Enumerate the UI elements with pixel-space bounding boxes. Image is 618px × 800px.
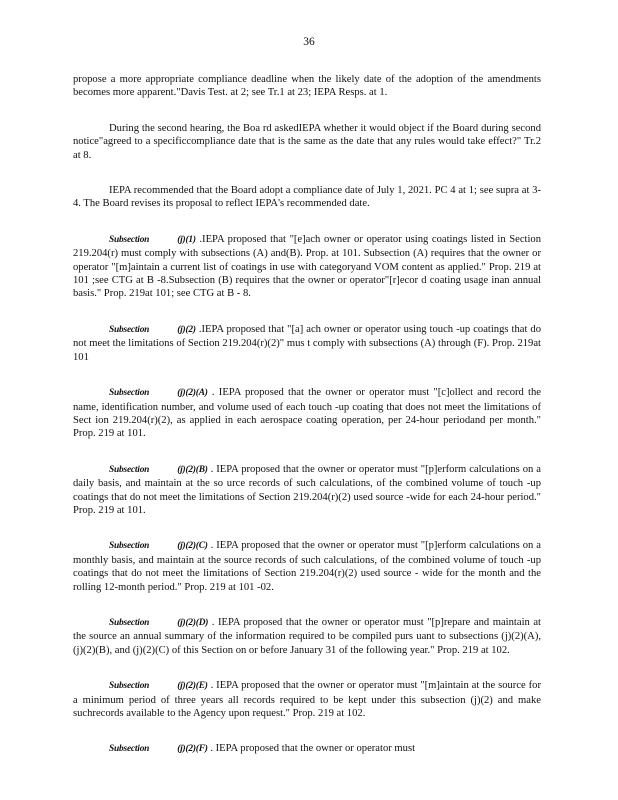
paragraph <box>73 679 541 720</box>
subsection-heading: Subsection <box>109 744 150 755</box>
subsection-ref: (j)(1) <box>177 234 196 245</box>
paragraph-text: .IEPA proposed that "[e]ach owner or operator using coatings listed in Section 219.204(r) must comply with subsections (A) and(B). Prop. at 101. Subsection (A) requires that the owner or operator "[m]aintain a current list of coatings in use with categoryand VOM content as applied." Prop. 219 at 101 ;see CTG at B -8.Subsection (B) requires that the owner or operator"[r]ecor d coating usage inan annual basis." Prop. 219at 101; see CTG at B - 8. <box>73 233 541 300</box>
subsection-ref: (j)(2)(F) <box>177 744 208 755</box>
paragraph-text: . IEPA proposed that the owner or operator must "[p]erform calculations on a daily basis, and maintain at the so urce records of such calculations, of the combined volume of touch -up coatings that do not meet the limitations of Section 219.204(r)(2) used source -wide for each 24-hour period." Prop. 219 at 101. <box>73 463 541 516</box>
subsection-heading: Subsection <box>109 681 150 692</box>
paragraph-text: IEPA recommended that the Board adopt a compliance date of July 1, 2021. PC 4 at 1; see supra at 3- 4. The Board revises its proposal to reflect IEPA's recommended date. <box>73 185 541 210</box>
paragraph <box>73 463 541 518</box>
subsection-heading: Subsection <box>109 617 150 628</box>
paragraph <box>73 386 541 441</box>
document-body <box>73 73 541 779</box>
paragraph-text: . IEPA proposed that the owner or operator must "[p]repare and maintain at the source an annual summary of the information required to be compiled purs uant to subsections (j)(2)(A), (j)(2)(B), and (j)(2)(C) of this Section on or before January 31 of the following year." Prop. 219 at 102. <box>73 616 541 656</box>
paragraph <box>73 539 541 594</box>
subsection-ref: (j)(2) <box>177 324 196 335</box>
subsection-heading: Subsection <box>109 388 150 399</box>
paragraph-text: . IEPA proposed that the owner or operator must "[p]erform calculations on a monthly basis, and maintain at the source records of such calculations, of the combined volume of touch -up coatings that do not meet the limitations of Section 219.204(r)(2) used source - wide for the month and the rolling 12-month period." Prop. 219 at 101 -02. <box>73 540 541 593</box>
subsection-ref: (j)(2)(A) <box>177 388 208 399</box>
paragraph-text: propose a more appropriate compliance deadline when the likely date of the adoption of the amendments becomes more apparent."Davis Test. at 2; see Tr.1 at 23; IEPA Resps. at 1. <box>73 74 541 99</box>
paragraph <box>73 233 541 301</box>
paragraph <box>73 616 541 657</box>
subsection-heading: Subsection <box>109 324 150 335</box>
paragraph <box>73 323 541 364</box>
paragraph <box>73 742 541 756</box>
paragraph-text: .IEPA proposed that "[a] ach owner or operator using touch -up coatings that do not meet the limitations of Section 219.204(r)(2)" mus t comply with subsections (A) through (F). Prop. 219at 101 <box>73 323 541 363</box>
subsection-heading: Subsection <box>109 541 150 552</box>
paragraph-text: . IEPA proposed that the owner or operator must "[m]aintain at the source for a minimum period of three years all records required to be kept under this subsection (j)(2) and make suchrecords available to the Agency upon request." Prop. 219 at 102. <box>73 680 541 719</box>
paragraph <box>73 73 541 100</box>
paragraph <box>73 122 541 162</box>
subsection-ref: (j)(2)(C) <box>177 541 208 552</box>
paragraph-text: During the second hearing, the Boa rd askedIEPA whether it would object if the Board during second notice"agreed to a specificcompliance date that is the same as the date that any rules would take effect?" Tr.2 at 8. <box>73 122 541 161</box>
subsection-ref: (j)(2)(B) <box>177 464 208 475</box>
paragraph <box>73 184 541 211</box>
subsection-heading: Subsection <box>109 464 150 475</box>
paragraph-text: . IEPA proposed that the owner or operator must <box>210 743 416 755</box>
subsection-ref: (j)(2)(D) <box>177 617 209 628</box>
subsection-ref: (j)(2)(E) <box>177 681 208 692</box>
paragraph-text: . IEPA proposed that the owner or operator must "[c]ollect and record the name, identification number, and volume used of each touch -up coating that does not meet the limitations of Sect ion 219.204(r)(2), as applied in each aerospace coating operation, per 24-hour periodand per month." Prop. 219 at 101. <box>73 387 541 440</box>
subsection-heading: Subsection <box>109 234 150 245</box>
page-number: 36 <box>303 36 315 48</box>
